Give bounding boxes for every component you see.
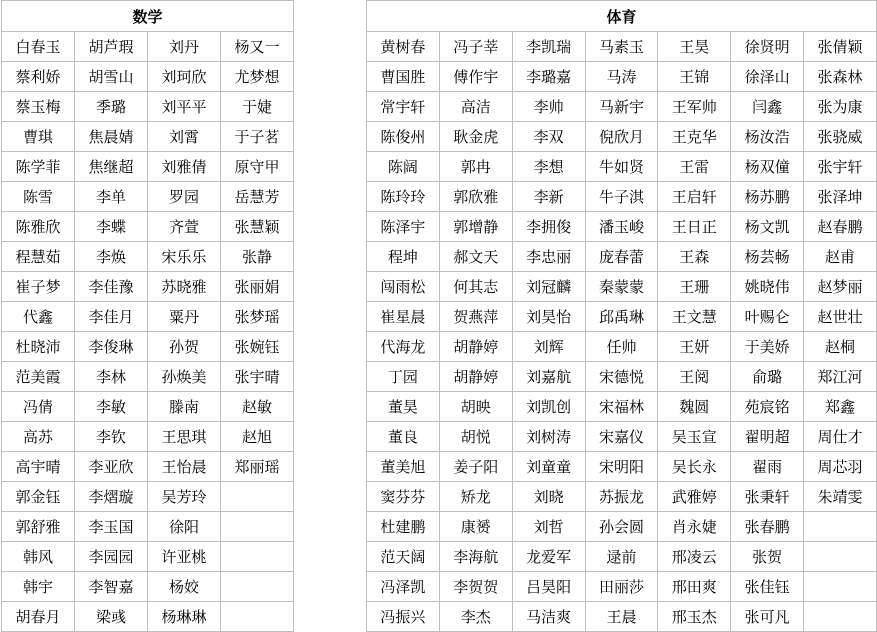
name-cell: 刘霄: [148, 122, 221, 152]
table-row: [367, 212, 877, 242]
name-cell: 孙焕美: [148, 362, 221, 392]
name-cell: 龙爱军: [512, 542, 585, 572]
name-cell: 矫龙: [439, 482, 512, 512]
name-cell: 李杰: [439, 602, 512, 632]
name-cell: 闫鑫: [731, 92, 804, 122]
name-cell: 周芯羽: [804, 452, 877, 482]
name-cell: 李新: [512, 182, 585, 212]
name-cell: 苑宸铭: [731, 392, 804, 422]
math-name-table: [1, 0, 294, 632]
pe-header: 体育: [367, 1, 877, 32]
name-cell: 曹国胜: [367, 62, 440, 92]
name-cell: 郭冉: [439, 152, 512, 182]
table-row: [367, 392, 877, 422]
name-cell: [221, 602, 294, 632]
table-row: [367, 332, 877, 362]
name-cell: 胡芦瑕: [75, 32, 148, 62]
name-cell: 崔子梦: [2, 272, 75, 302]
name-cell: 郑鑫: [804, 392, 877, 422]
table-row: [367, 572, 877, 602]
name-cell: 张泽坤: [804, 182, 877, 212]
name-cell: 马涛: [585, 62, 658, 92]
name-cell: 王晨: [585, 602, 658, 632]
name-cell: 丁园: [367, 362, 440, 392]
name-cell: 傅作宇: [439, 62, 512, 92]
name-cell: 陈泽宇: [367, 212, 440, 242]
table-row: [2, 62, 294, 92]
name-cell: 王昊: [658, 32, 731, 62]
name-cell: 于子茗: [221, 122, 294, 152]
name-cell: 胡静婷: [439, 332, 512, 362]
name-cell: 李璐嘉: [512, 62, 585, 92]
name-cell: 王怡晨: [148, 452, 221, 482]
name-cell: 苏振龙: [585, 482, 658, 512]
name-cell: 杨琳琳: [148, 602, 221, 632]
name-cell: 韩宇: [2, 572, 75, 602]
name-cell: 李佳月: [75, 302, 148, 332]
name-cell: 郭金钰: [2, 482, 75, 512]
name-cell: 齐萱: [148, 212, 221, 242]
table-row: [2, 272, 294, 302]
name-cell: 刘珂欣: [148, 62, 221, 92]
name-cell: 徐泽山: [731, 62, 804, 92]
table-row: [2, 182, 294, 212]
name-cell: 逯前: [585, 542, 658, 572]
name-cell: 王克华: [658, 122, 731, 152]
name-cell: 邱禹琳: [585, 302, 658, 332]
name-cell: 叶赐仑: [731, 302, 804, 332]
name-cell: 刘平平: [148, 92, 221, 122]
name-cell: 李忠丽: [512, 242, 585, 272]
name-cell: 王珊: [658, 272, 731, 302]
name-cell: 姜子阳: [439, 452, 512, 482]
name-cell: 王锦: [658, 62, 731, 92]
name-cell: 陈雪: [2, 182, 75, 212]
name-cell: 刘昊怡: [512, 302, 585, 332]
name-cell: 贺燕萍: [439, 302, 512, 332]
name-cell: 牛如贤: [585, 152, 658, 182]
name-cell: 刘晓: [512, 482, 585, 512]
name-cell: 崔星晨: [367, 302, 440, 332]
table-row: [367, 302, 877, 332]
name-cell: 王妍: [658, 332, 731, 362]
table-row: [367, 422, 877, 452]
name-cell: [221, 572, 294, 602]
name-cell: 梁彧: [75, 602, 148, 632]
name-cell: 程坤: [367, 242, 440, 272]
name-cell: 赵春鹏: [804, 212, 877, 242]
name-cell: 张骁威: [804, 122, 877, 152]
table-row: [2, 362, 294, 392]
name-cell: 吕昊阳: [512, 572, 585, 602]
name-cell: 刘凯创: [512, 392, 585, 422]
name-cell: 冯倩: [2, 392, 75, 422]
name-cell: 胡映: [439, 392, 512, 422]
name-cell: 张宇晴: [221, 362, 294, 392]
name-cell: 张春鹏: [731, 512, 804, 542]
name-cell: 李帅: [512, 92, 585, 122]
name-cell: [804, 542, 877, 572]
name-cell: 窦芬芬: [367, 482, 440, 512]
name-cell: 朱靖雯: [804, 482, 877, 512]
name-cell: 王阅: [658, 362, 731, 392]
name-cell: 张倩颖: [804, 32, 877, 62]
table-row: [367, 242, 877, 272]
name-cell: 张丽娟: [221, 272, 294, 302]
name-cell: 杨汝浩: [731, 122, 804, 152]
name-cell: 李海航: [439, 542, 512, 572]
name-cell: 李俊琳: [75, 332, 148, 362]
table-row: [2, 302, 294, 332]
table-row: [367, 482, 877, 512]
name-cell: 张贺: [731, 542, 804, 572]
name-cell: 赵梦丽: [804, 272, 877, 302]
name-cell: 马素玉: [585, 32, 658, 62]
name-cell: 李佳豫: [75, 272, 148, 302]
name-cell: 姚晓伟: [731, 272, 804, 302]
name-cell: 曹琪: [2, 122, 75, 152]
name-cell: 牛子淇: [585, 182, 658, 212]
name-cell: 高苏: [2, 422, 75, 452]
name-cell: 胡静婷: [439, 362, 512, 392]
name-cell: 许亚桃: [148, 542, 221, 572]
table-row: [2, 482, 294, 512]
name-cell: 康赟: [439, 512, 512, 542]
name-cell: 武雅婷: [658, 482, 731, 512]
name-cell: 赵桐: [804, 332, 877, 362]
name-cell: 陈俊州: [367, 122, 440, 152]
name-cell: 杨苏鹏: [731, 182, 804, 212]
name-cell: 李凯瑞: [512, 32, 585, 62]
name-cell: 刘树涛: [512, 422, 585, 452]
table-row: [367, 122, 877, 152]
pe-name-table: [366, 0, 877, 632]
name-cell: 高宇晴: [2, 452, 75, 482]
name-cell: 郭欣雅: [439, 182, 512, 212]
name-cell: [221, 542, 294, 572]
table-row: [367, 512, 877, 542]
name-cell: 张森林: [804, 62, 877, 92]
name-cell: [221, 512, 294, 542]
name-cell: 宋福林: [585, 392, 658, 422]
table-row: [367, 92, 877, 122]
name-cell: 范天阔: [367, 542, 440, 572]
name-cell: 张静: [221, 242, 294, 272]
name-cell: 常宇轩: [367, 92, 440, 122]
name-cell: 于婕: [221, 92, 294, 122]
table-row: [367, 362, 877, 392]
name-cell: 周仕才: [804, 422, 877, 452]
name-cell: 吴芳玲: [148, 482, 221, 512]
name-cell: 冯振兴: [367, 602, 440, 632]
table-row: [2, 242, 294, 272]
name-cell: 张佳钰: [731, 572, 804, 602]
name-cell: 冯泽凯: [367, 572, 440, 602]
name-cell: 王森: [658, 242, 731, 272]
name-cell: 吴玉宣: [658, 422, 731, 452]
name-cell: [804, 512, 877, 542]
name-cell: 李双: [512, 122, 585, 152]
name-cell: 苏晓雅: [148, 272, 221, 302]
table-row: [367, 182, 877, 212]
name-cell: 赵敏: [221, 392, 294, 422]
name-cell: 李拥俊: [512, 212, 585, 242]
table-row: [367, 272, 877, 302]
name-cell: 代鑫: [2, 302, 75, 332]
name-cell: 徐贤明: [731, 32, 804, 62]
math-header: 数学: [2, 1, 294, 32]
table-header-row: [2, 1, 294, 32]
name-cell: 秦蒙蒙: [585, 272, 658, 302]
name-cell: 邢凌云: [658, 542, 731, 572]
name-cell: 赵旭: [221, 422, 294, 452]
name-cell: 韩风: [2, 542, 75, 572]
name-cell: 胡雪山: [75, 62, 148, 92]
name-cell: 陈学菲: [2, 152, 75, 182]
name-cell: 宋嘉仪: [585, 422, 658, 452]
name-cell: 董美旭: [367, 452, 440, 482]
name-cell: 陈阔: [367, 152, 440, 182]
name-cell: 焦继超: [75, 152, 148, 182]
name-cell: 李熠璇: [75, 482, 148, 512]
name-cell: 冯子莘: [439, 32, 512, 62]
name-cell: 范美霞: [2, 362, 75, 392]
name-cell: 岳慧芳: [221, 182, 294, 212]
name-cell: 董良: [367, 422, 440, 452]
table-row: [367, 32, 877, 62]
name-cell: 庞春蕾: [585, 242, 658, 272]
name-cell: 杜晓沛: [2, 332, 75, 362]
name-cell: 俞璐: [731, 362, 804, 392]
table-row: [2, 572, 294, 602]
name-cell: 宋明阳: [585, 452, 658, 482]
name-cell: 程慧茹: [2, 242, 75, 272]
name-cell: 徐阳: [148, 512, 221, 542]
name-cell: 王军帅: [658, 92, 731, 122]
name-cell: 李想: [512, 152, 585, 182]
math-table-body: [2, 32, 294, 632]
table-row: [2, 32, 294, 62]
name-cell: 焦晨婧: [75, 122, 148, 152]
name-cell: 陈玲玲: [367, 182, 440, 212]
table-row: [2, 452, 294, 482]
name-cell: 杨双僮: [731, 152, 804, 182]
name-cell: 孙会圆: [585, 512, 658, 542]
name-cell: 于美娇: [731, 332, 804, 362]
table-row: [2, 542, 294, 572]
name-cell: 刘丹: [148, 32, 221, 62]
name-cell: 马新宇: [585, 92, 658, 122]
name-cell: 闯雨松: [367, 272, 440, 302]
name-cell: 张婉钰: [221, 332, 294, 362]
table-row: [2, 512, 294, 542]
name-cell: 蔡玉梅: [2, 92, 75, 122]
name-cell: 张梦瑶: [221, 302, 294, 332]
name-cell: 王思琪: [148, 422, 221, 452]
name-cell: 倪欣月: [585, 122, 658, 152]
table-row: [2, 602, 294, 632]
name-cell: 刘冠麟: [512, 272, 585, 302]
name-cell: 李林: [75, 362, 148, 392]
name-cell: 李亚欣: [75, 452, 148, 482]
name-cell: 李贺贺: [439, 572, 512, 602]
name-cell: 刘雅倩: [148, 152, 221, 182]
table-row: [2, 92, 294, 122]
name-cell: 季璐: [75, 92, 148, 122]
name-cell: 刘辉: [512, 332, 585, 362]
name-cell: 翟雨: [731, 452, 804, 482]
name-cell: 何其志: [439, 272, 512, 302]
name-cell: 郝文天: [439, 242, 512, 272]
name-cell: 吴长永: [658, 452, 731, 482]
name-cell: 董昊: [367, 392, 440, 422]
table-row: [2, 152, 294, 182]
table-row: [2, 212, 294, 242]
name-cell: 胡悦: [439, 422, 512, 452]
name-cell: 李敏: [75, 392, 148, 422]
name-cell: 杨姣: [148, 572, 221, 602]
name-cell: 邢玉杰: [658, 602, 731, 632]
name-cell: 李园园: [75, 542, 148, 572]
name-cell: 马洁爽: [512, 602, 585, 632]
name-cell: 潘玉峻: [585, 212, 658, 242]
name-cell: 原守甲: [221, 152, 294, 182]
name-cell: 杨又一: [221, 32, 294, 62]
name-cell: 张秉轩: [731, 482, 804, 512]
name-cell: 李智嘉: [75, 572, 148, 602]
table-row: [2, 122, 294, 152]
name-cell: 胡春月: [2, 602, 75, 632]
name-cell: 白春玉: [2, 32, 75, 62]
name-cell: 赵世壮: [804, 302, 877, 332]
table-row: [367, 452, 877, 482]
name-cell: 郑丽瑶: [221, 452, 294, 482]
name-cell: [221, 482, 294, 512]
pe-table-body: [367, 32, 877, 632]
name-cell: 李钦: [75, 422, 148, 452]
name-cell: 郑江河: [804, 362, 877, 392]
name-cell: 张为康: [804, 92, 877, 122]
name-cell: 宋德悦: [585, 362, 658, 392]
name-cell: 郭增静: [439, 212, 512, 242]
name-cell: 刘哲: [512, 512, 585, 542]
table-row: [2, 392, 294, 422]
name-cell: 田丽莎: [585, 572, 658, 602]
name-cell: 肖永婕: [658, 512, 731, 542]
name-cell: 任帅: [585, 332, 658, 362]
name-cell: 陈雅欣: [2, 212, 75, 242]
name-cell: 魏圆: [658, 392, 731, 422]
name-cell: 邢田爽: [658, 572, 731, 602]
name-cell: 张慧颖: [221, 212, 294, 242]
name-cell: 李单: [75, 182, 148, 212]
name-cell: 李玉国: [75, 512, 148, 542]
name-cell: 黄树春: [367, 32, 440, 62]
name-cell: 王雷: [658, 152, 731, 182]
name-cell: 蔡利娇: [2, 62, 75, 92]
name-cell: 刘嘉航: [512, 362, 585, 392]
table-row: [2, 332, 294, 362]
name-cell: 滕南: [148, 392, 221, 422]
name-cell: 王日正: [658, 212, 731, 242]
name-cell: 王文慧: [658, 302, 731, 332]
name-cell: 孙贺: [148, 332, 221, 362]
table-row: [367, 602, 877, 632]
table-row: [2, 422, 294, 452]
name-cell: 王启轩: [658, 182, 731, 212]
name-cell: 李蝶: [75, 212, 148, 242]
name-cell: [804, 572, 877, 602]
name-cell: 杨芸畅: [731, 242, 804, 272]
name-cell: 李焕: [75, 242, 148, 272]
name-cell: 代海龙: [367, 332, 440, 362]
name-cell: 尤梦想: [221, 62, 294, 92]
name-cell: 宋乐乐: [148, 242, 221, 272]
name-cell: 张可凡: [731, 602, 804, 632]
name-cell: [804, 602, 877, 632]
table-row: [367, 62, 877, 92]
name-cell: 高洁: [439, 92, 512, 122]
name-cell: 罗园: [148, 182, 221, 212]
table-row: [367, 152, 877, 182]
name-cell: 刘童童: [512, 452, 585, 482]
name-cell: 粟丹: [148, 302, 221, 332]
table-row: [367, 542, 877, 572]
name-cell: 耿金虎: [439, 122, 512, 152]
name-cell: 赵甫: [804, 242, 877, 272]
name-cell: 杜建鹏: [367, 512, 440, 542]
name-cell: 翟明超: [731, 422, 804, 452]
name-cell: 郭舒雅: [2, 512, 75, 542]
name-cell: 杨文凯: [731, 212, 804, 242]
name-cell: 张宇轩: [804, 152, 877, 182]
table-header-row: [367, 1, 877, 32]
